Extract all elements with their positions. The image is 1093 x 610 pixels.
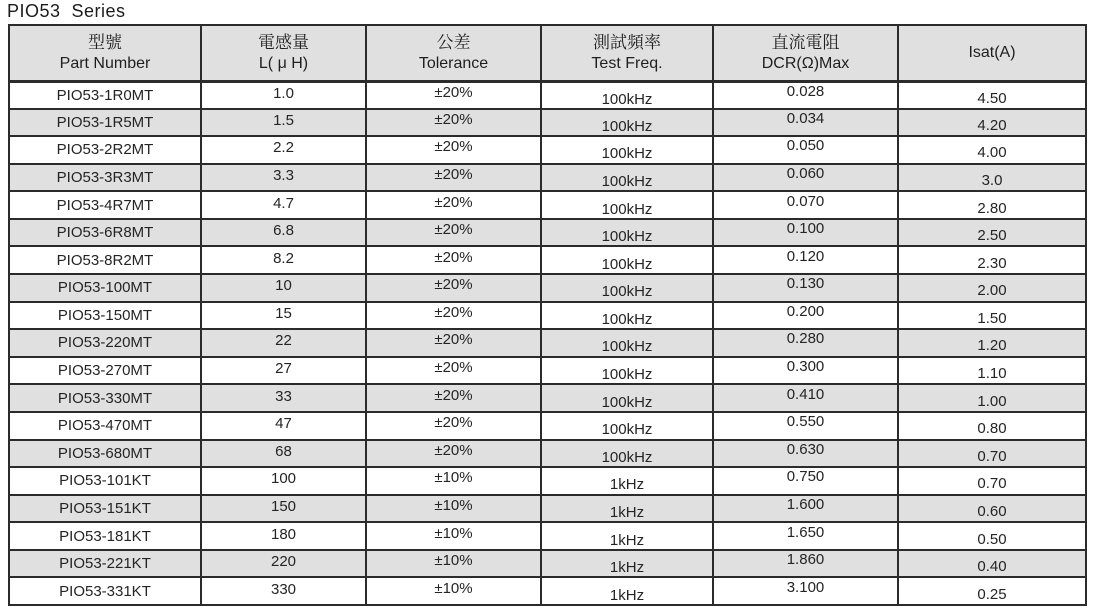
- table-cell: 100kHz: [541, 302, 713, 330]
- table-cell: 0.50: [898, 522, 1086, 550]
- header-inductance-en: L( μ H): [258, 54, 309, 72]
- table-cell: ±10%: [366, 467, 541, 495]
- table-row: [9, 191, 1086, 219]
- header-test-freq: [541, 25, 713, 81]
- table-cell: 0.034: [713, 109, 898, 137]
- table-cell: 3.100: [713, 577, 898, 605]
- table-cell: 0.70: [898, 467, 1086, 495]
- table-cell: ±10%: [366, 577, 541, 605]
- table-cell: 4.20: [898, 109, 1086, 137]
- table-cell: 2.2: [201, 136, 366, 164]
- header-part-number: [9, 25, 201, 81]
- table-row: [9, 274, 1086, 302]
- table-cell: 100kHz: [541, 440, 713, 468]
- series-title: PIO53 Series: [7, 1, 126, 21]
- table-cell: ±20%: [366, 191, 541, 219]
- table-cell: PIO53-220MT: [9, 329, 201, 357]
- table-cell: 0.200: [713, 302, 898, 330]
- table-cell: 100kHz: [541, 246, 713, 274]
- table-cell: 100kHz: [541, 219, 713, 247]
- table-row: [9, 246, 1086, 274]
- table-row: [9, 440, 1086, 468]
- table-cell: 330: [201, 577, 366, 605]
- table-cell: 0.120: [713, 246, 898, 274]
- table-cell: 0.100: [713, 219, 898, 247]
- table-cell: ±10%: [366, 522, 541, 550]
- table-cell: 100kHz: [541, 329, 713, 357]
- table-row: [9, 412, 1086, 440]
- table-cell: 4.7: [201, 191, 366, 219]
- table-cell: ±20%: [366, 302, 541, 330]
- table-row: [9, 577, 1086, 605]
- table-cell: ±20%: [366, 274, 541, 302]
- spec-table: [8, 24, 1087, 606]
- header-test-freq-zh: 測試頻率: [593, 32, 661, 52]
- table-cell: ±20%: [366, 440, 541, 468]
- table-cell: 1.0: [201, 81, 366, 109]
- table-row: [9, 495, 1086, 523]
- table-cell: 1.00: [898, 384, 1086, 412]
- header-isat-label: Isat(A): [968, 43, 1016, 61]
- table-cell: 27: [201, 357, 366, 385]
- table-cell: PIO53-8R2MT: [9, 246, 201, 274]
- table-cell: 1.20: [898, 329, 1086, 357]
- table-cell: PIO53-470MT: [9, 412, 201, 440]
- table-cell: PIO53-100MT: [9, 274, 201, 302]
- table-row: [9, 357, 1086, 385]
- table-cell: ±20%: [366, 109, 541, 137]
- table-cell: 1kHz: [541, 522, 713, 550]
- table-cell: 100kHz: [541, 81, 713, 109]
- table-cell: ±20%: [366, 329, 541, 357]
- header-test-freq-en: Test Freq.: [591, 54, 663, 72]
- header-part-number-zh: 型號: [88, 32, 122, 52]
- table-row: [9, 302, 1086, 330]
- table-cell: PIO53-101KT: [9, 467, 201, 495]
- header-tolerance: [366, 25, 541, 81]
- table-cell: 0.280: [713, 329, 898, 357]
- table-cell: ±20%: [366, 164, 541, 192]
- table-cell: ±20%: [366, 384, 541, 412]
- table-cell: PIO53-2R2MT: [9, 136, 201, 164]
- table-row: [9, 164, 1086, 192]
- table-cell: ±10%: [366, 550, 541, 578]
- table-cell: PIO53-3R3MT: [9, 164, 201, 192]
- table-cell: 1kHz: [541, 550, 713, 578]
- table-cell: 100kHz: [541, 164, 713, 192]
- table-cell: 0.550: [713, 412, 898, 440]
- table-cell: PIO53-6R8MT: [9, 219, 201, 247]
- table-cell: 1.5: [201, 109, 366, 137]
- table-cell: 100kHz: [541, 109, 713, 137]
- table-cell: PIO53-150MT: [9, 302, 201, 330]
- table-cell: 22: [201, 329, 366, 357]
- table-cell: 100kHz: [541, 274, 713, 302]
- table-cell: 4.50: [898, 81, 1086, 109]
- table-cell: ±10%: [366, 495, 541, 523]
- header-inductance: [201, 25, 366, 81]
- table-cell: ±20%: [366, 81, 541, 109]
- table-row: [9, 384, 1086, 412]
- table-row: [9, 467, 1086, 495]
- table-cell: 0.410: [713, 384, 898, 412]
- table-cell: 4.00: [898, 136, 1086, 164]
- table-cell: 0.25: [898, 577, 1086, 605]
- table-cell: 100kHz: [541, 412, 713, 440]
- header-inductance-zh: 電感量: [258, 32, 309, 52]
- table-cell: 0.40: [898, 550, 1086, 578]
- table-row: [9, 522, 1086, 550]
- table-cell: ±20%: [366, 412, 541, 440]
- table-cell: 0.060: [713, 164, 898, 192]
- table-cell: PIO53-1R0MT: [9, 81, 201, 109]
- table-cell: ±20%: [366, 219, 541, 247]
- table-cell: 180: [201, 522, 366, 550]
- table-row: [9, 81, 1086, 109]
- table-cell: 3.3: [201, 164, 366, 192]
- table-body: [9, 81, 1086, 605]
- table-cell: 1.50: [898, 302, 1086, 330]
- table-cell: PIO53-330MT: [9, 384, 201, 412]
- table-cell: 2.80: [898, 191, 1086, 219]
- table-cell: 47: [201, 412, 366, 440]
- table-cell: PIO53-4R7MT: [9, 191, 201, 219]
- table-cell: 100kHz: [541, 191, 713, 219]
- header-dcr-en: DCR(Ω)Max: [761, 54, 850, 72]
- header-tolerance-zh: 公差: [436, 32, 471, 52]
- table-cell: PIO53-1R5MT: [9, 109, 201, 137]
- table-cell: 100kHz: [541, 357, 713, 385]
- table-cell: 2.50: [898, 219, 1086, 247]
- table-cell: 6.8: [201, 219, 366, 247]
- table-cell: PIO53-331KT: [9, 577, 201, 605]
- table-cell: 100kHz: [541, 136, 713, 164]
- table-cell: 150: [201, 495, 366, 523]
- table-cell: ±20%: [366, 357, 541, 385]
- table-cell: 0.750: [713, 467, 898, 495]
- header-row: [9, 25, 1086, 81]
- table-cell: 8.2: [201, 246, 366, 274]
- header-tolerance-en: Tolerance: [418, 54, 489, 72]
- table-row: [9, 329, 1086, 357]
- table-cell: 0.028: [713, 81, 898, 109]
- table-cell: ±20%: [366, 246, 541, 274]
- table-cell: 15: [201, 302, 366, 330]
- table-cell: 0.70: [898, 440, 1086, 468]
- table-cell: 0.80: [898, 412, 1086, 440]
- table-row: [9, 109, 1086, 137]
- table-cell: 1kHz: [541, 467, 713, 495]
- table-row: [9, 550, 1086, 578]
- header-dcr-zh: 直流電阻: [771, 32, 840, 52]
- table-cell: PIO53-181KT: [9, 522, 201, 550]
- table-cell: 0.050: [713, 136, 898, 164]
- table-cell: PIO53-151KT: [9, 495, 201, 523]
- table-header: [9, 25, 1086, 81]
- table-cell: 10: [201, 274, 366, 302]
- table-cell: 1.10: [898, 357, 1086, 385]
- header-dcr: [713, 25, 898, 81]
- table-cell: PIO53-680MT: [9, 440, 201, 468]
- table-cell: 100: [201, 467, 366, 495]
- table-row: [9, 219, 1086, 247]
- table-cell: PIO53-270MT: [9, 357, 201, 385]
- table-cell: 0.300: [713, 357, 898, 385]
- table-cell: PIO53-221KT: [9, 550, 201, 578]
- table-cell: 2.00: [898, 274, 1086, 302]
- table-cell: 33: [201, 384, 366, 412]
- table-cell: 1.860: [713, 550, 898, 578]
- table-cell: 0.630: [713, 440, 898, 468]
- table-cell: ±20%: [366, 136, 541, 164]
- table-cell: 1kHz: [541, 577, 713, 605]
- table-cell: 2.30: [898, 246, 1086, 274]
- table-cell: 68: [201, 440, 366, 468]
- table-cell: 100kHz: [541, 384, 713, 412]
- table-cell: 220: [201, 550, 366, 578]
- header-isat: [898, 25, 1086, 81]
- table-row: [9, 136, 1086, 164]
- table-cell: 1.600: [713, 495, 898, 523]
- table-cell: 0.60: [898, 495, 1086, 523]
- table-cell: 1.650: [713, 522, 898, 550]
- table-cell: 3.0: [898, 164, 1086, 192]
- header-part-number-en: Part Number: [59, 54, 151, 72]
- table-cell: 0.130: [713, 274, 898, 302]
- table-cell: 0.070: [713, 191, 898, 219]
- table-cell: 1kHz: [541, 495, 713, 523]
